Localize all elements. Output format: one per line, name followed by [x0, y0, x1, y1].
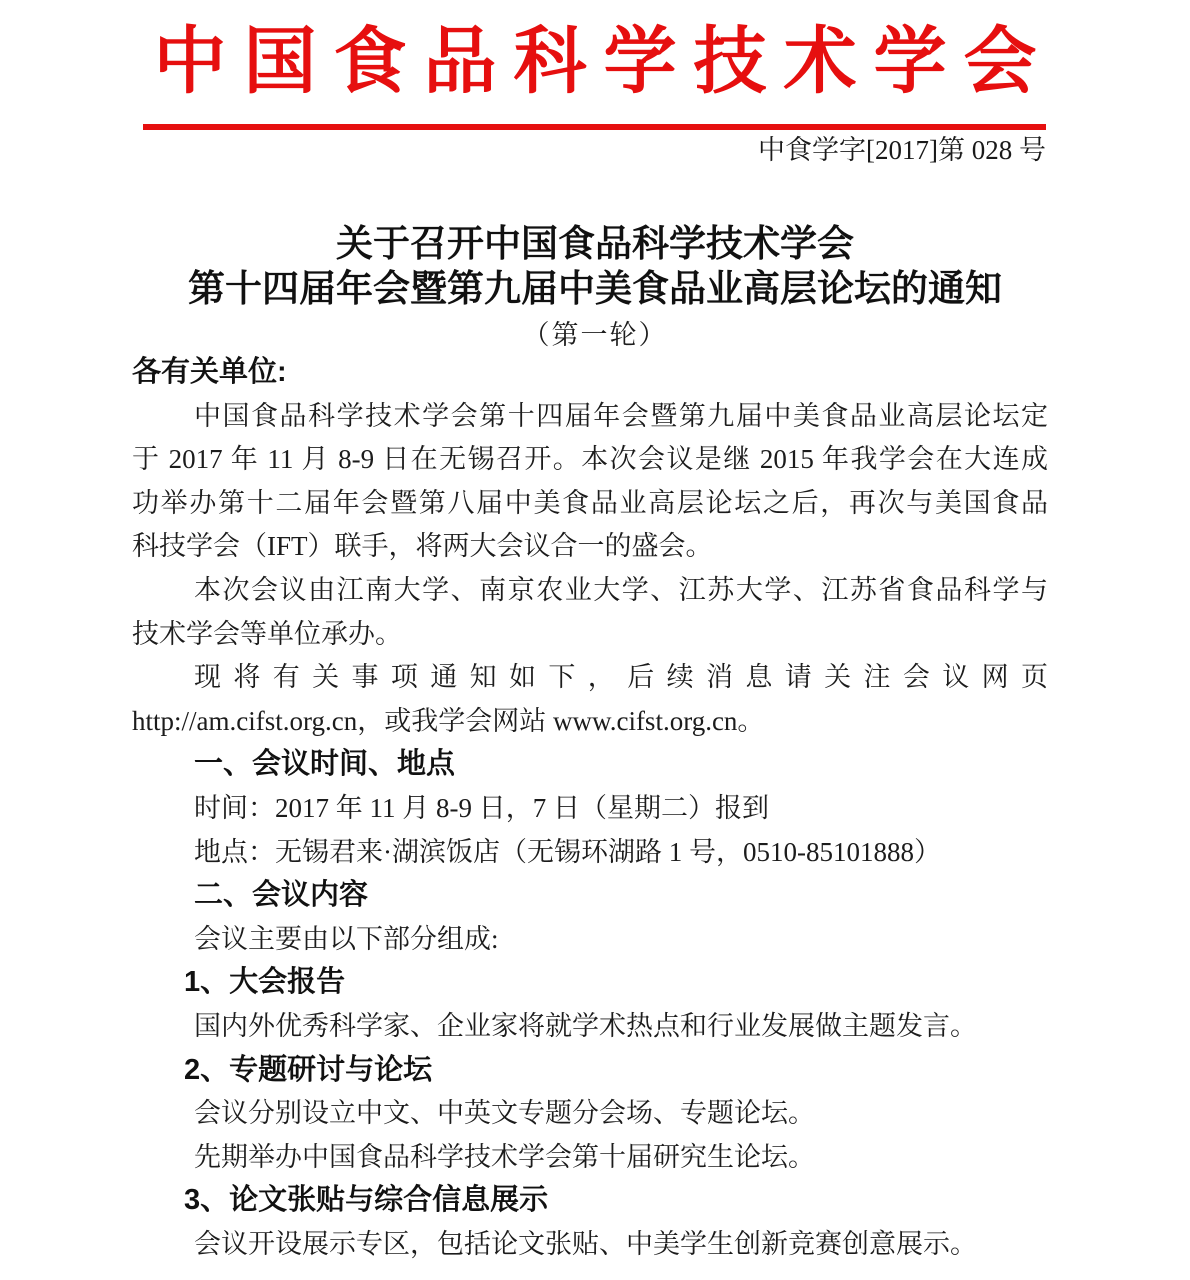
- doc-number: 中食学字[2017]第 028 号: [758, 135, 1046, 165]
- notice-title: [0, 221, 1190, 352]
- body-line: 各有关单位:: [132, 356, 287, 388]
- body-line: 本次会议由江南大学、南京农业大学、江苏大学、江苏省食品科学与: [194, 574, 1048, 605]
- body-line: 功举办第十二届年会暨第八届中美食品业高层论坛之后，再次与美国食品: [132, 487, 1048, 518]
- notice-title-line1: 关于召开中国食品科学技术学会: [336, 223, 854, 264]
- org-name-header: 中国食品科学技术学会: [153, 21, 1054, 102]
- notice-body: [132, 351, 1048, 1266]
- header-divider-rule: [143, 124, 1046, 130]
- body-line: 中国食品科学技术学会第十四届年会暨第九届中美食品业高层论坛定: [194, 400, 1048, 431]
- body-line: 1、大会报告: [184, 966, 346, 999]
- body-line: 2、专题研讨与论坛: [184, 1053, 433, 1086]
- body-line: 先期举办中国食品科学技术学会第十届研究生论坛。: [194, 1141, 815, 1172]
- body-line: 地点：无锡君来·湖滨饭店（无锡环湖路 1 号，0510-85101888）: [194, 836, 941, 867]
- body-line: 会议分别设立中文、中英文专题分会场、专题论坛。: [194, 1098, 815, 1129]
- body-line: 3、论文张贴与综合信息展示: [184, 1184, 549, 1217]
- body-line: 于 2017 年 11 月 8-9 日在无锡召开。本次会议是继 2015 年我学会在大连成: [132, 444, 1048, 475]
- body-line: 国内外优秀科学家、企业家将就学术热点和行业发展做主题发言。: [194, 1010, 977, 1041]
- notice-title-line2: 第十四届年会暨第九届中美食品业高层论坛的通知: [188, 268, 1002, 309]
- body-line: 技术学会等单位承办。: [132, 618, 402, 649]
- body-line: 会议开设展示专区，包括论文张贴、中美学生创新竞赛创意展示。: [194, 1228, 977, 1259]
- body-line: http://am.cifst.org.cn，或我学会网站 www.cifst.org.cn。: [132, 705, 765, 736]
- body-line: 二、会议内容: [194, 879, 369, 912]
- round-label: （第一轮）: [522, 320, 668, 350]
- body-line: 现将有关事项通知如下，后续消息请关注会议网页: [194, 662, 1048, 693]
- body-line: 科技学会（IFT）联手，将两大会议合一的盛会。: [132, 531, 713, 562]
- body-line: 时间：2017 年 11 月 8-9 日，7 日（星期二）报到: [194, 792, 769, 823]
- body-line: 会议主要由以下部分组成:: [194, 923, 499, 954]
- body-line: 一、会议时间、地点: [194, 748, 456, 781]
